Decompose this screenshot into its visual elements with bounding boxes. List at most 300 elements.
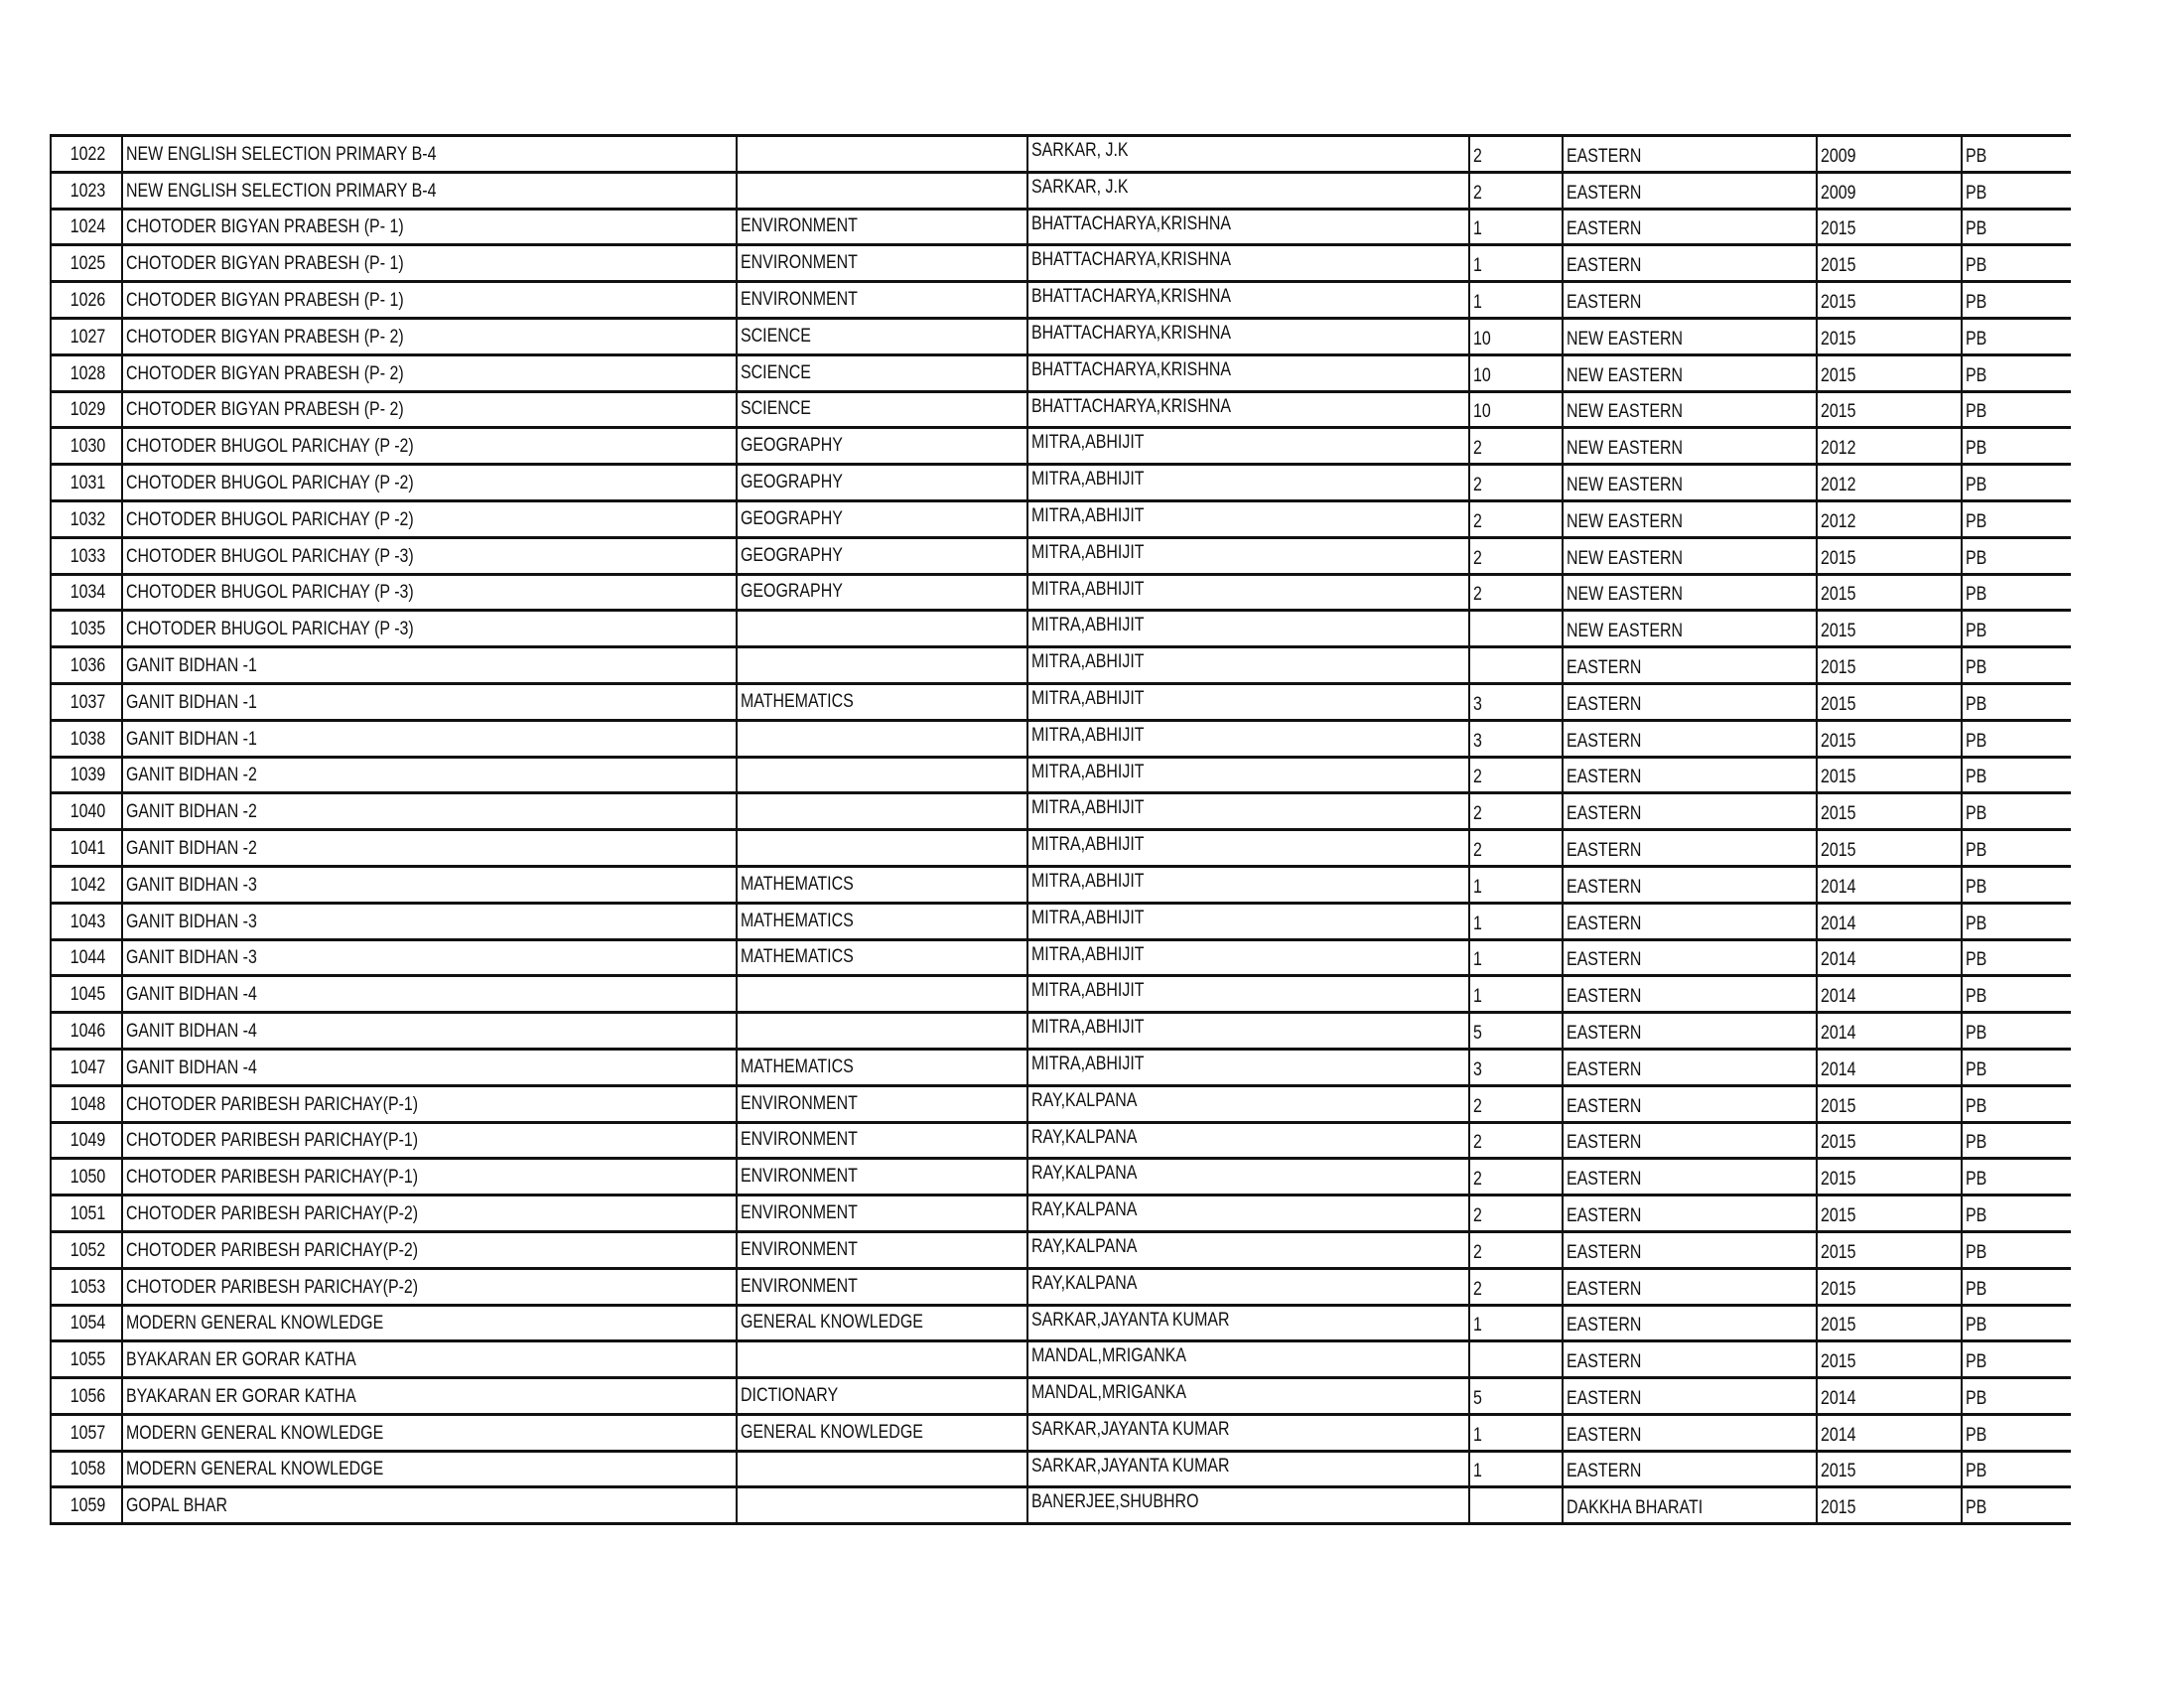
serial-number-cell: [50, 1233, 121, 1267]
title-cell: [121, 648, 736, 682]
serial-number-cell: [50, 1087, 121, 1121]
author-cell: [1026, 320, 1468, 353]
volume-cell: [1468, 174, 1562, 208]
binding-type-cell: [1961, 759, 2071, 792]
author-cell: [1026, 1014, 1468, 1048]
book-author: MITRA,ABHIJIT: [1031, 504, 1145, 526]
book-publisher: EASTERN: [1567, 949, 1642, 971]
book-publisher: EASTERN: [1567, 1022, 1642, 1044]
table-row: [50, 211, 2071, 247]
table-row: [50, 1488, 2071, 1525]
author-cell: [1026, 831, 1468, 865]
book-category: SCIENCE: [741, 325, 811, 347]
category-cell: [736, 393, 1026, 427]
book-publisher: EASTERN: [1567, 803, 1642, 825]
table-row: [50, 539, 2071, 576]
publisher-cell: [1562, 722, 1816, 756]
category-cell: [736, 356, 1026, 390]
binding-type-cell: [1961, 1379, 2071, 1413]
book-volume: 1: [1473, 291, 1482, 313]
year-cell: [1816, 1307, 1961, 1340]
book-category: ENVIRONMENT: [741, 1275, 858, 1297]
volume-cell: [1468, 393, 1562, 427]
book-binding-type: PB: [1966, 1497, 1987, 1519]
book-binding-type: PB: [1966, 1132, 1987, 1154]
volume-cell: [1468, 429, 1562, 463]
book-volume: 2: [1473, 1278, 1482, 1300]
category-cell: [736, 137, 1026, 171]
table-row: [50, 466, 2071, 502]
serial-number: 1025: [69, 253, 105, 275]
year-cell: [1816, 429, 1961, 463]
author-cell: [1026, 794, 1468, 828]
book-author: MANDAL,MRIGANKA: [1031, 1382, 1187, 1404]
book-publisher: EASTERN: [1567, 1424, 1642, 1446]
table-row: [50, 1307, 2071, 1343]
binding-type-cell: [1961, 429, 2071, 463]
author-cell: [1026, 612, 1468, 645]
serial-number: 1037: [69, 691, 105, 713]
publisher-cell: [1562, 283, 1816, 317]
title-cell: [121, 1051, 736, 1084]
year-cell: [1816, 1051, 1961, 1084]
book-year: 2015: [1821, 364, 1856, 386]
book-publisher: NEW EASTERN: [1567, 621, 1684, 642]
title-cell: [121, 1307, 736, 1340]
publisher-cell: [1562, 1416, 1816, 1450]
serial-number-cell: [50, 1488, 121, 1522]
book-title: CHOTODER BHUGOL PARICHAY (P -3): [126, 582, 414, 604]
book-publisher: NEW EASTERN: [1567, 474, 1684, 495]
serial-number-cell: [50, 1270, 121, 1304]
book-author: MITRA,ABHIJIT: [1031, 432, 1145, 454]
book-binding-type: PB: [1966, 218, 1987, 240]
serial-number-cell: [50, 1307, 121, 1340]
volume-cell: [1468, 1196, 1562, 1230]
binding-type-cell: [1961, 685, 2071, 719]
book-volume: 10: [1473, 401, 1491, 423]
book-binding-type: PB: [1966, 876, 1987, 898]
book-year: 2015: [1821, 291, 1856, 313]
book-title: CHOTODER BHUGOL PARICHAY (P -3): [126, 619, 414, 640]
volume-cell: [1468, 941, 1562, 975]
serial-number: 1057: [69, 1422, 105, 1444]
table-row: [50, 722, 2071, 759]
serial-number-cell: [50, 174, 121, 208]
year-cell: [1816, 941, 1961, 975]
book-year: 2015: [1821, 1204, 1856, 1226]
volume-cell: [1468, 466, 1562, 499]
binding-type-cell: [1961, 612, 2071, 645]
year-cell: [1816, 174, 1961, 208]
serial-number-cell: [50, 831, 121, 865]
author-cell: [1026, 429, 1468, 463]
book-author: MITRA,ABHIJIT: [1031, 541, 1145, 563]
serial-number: 1051: [69, 1202, 105, 1224]
book-volume: 1: [1473, 949, 1482, 971]
volume-cell: [1468, 905, 1562, 938]
publisher-cell: [1562, 246, 1816, 280]
table-row: [50, 137, 2071, 174]
book-publisher: EASTERN: [1567, 1387, 1642, 1409]
publisher-cell: [1562, 320, 1816, 353]
book-year: 2014: [1821, 876, 1856, 898]
binding-type-cell: [1961, 868, 2071, 902]
author-cell: [1026, 246, 1468, 280]
book-publisher: EASTERN: [1567, 986, 1642, 1008]
serial-number: 1042: [69, 874, 105, 896]
serial-number: 1041: [69, 837, 105, 859]
serial-number: 1038: [69, 728, 105, 750]
table-row: [50, 1233, 2071, 1270]
title-cell: [121, 1453, 736, 1486]
book-title: MODERN GENERAL KNOWLEDGE: [126, 1459, 384, 1480]
author-cell: [1026, 466, 1468, 499]
book-binding-type: PB: [1966, 438, 1987, 460]
volume-cell: [1468, 1233, 1562, 1267]
binding-type-cell: [1961, 356, 2071, 390]
author-cell: [1026, 393, 1468, 427]
book-publisher: NEW EASTERN: [1567, 510, 1684, 532]
title-cell: [121, 211, 736, 244]
book-binding-type: PB: [1966, 949, 1987, 971]
book-year: 2012: [1821, 510, 1856, 532]
book-volume: 10: [1473, 364, 1491, 386]
title-cell: [121, 1270, 736, 1304]
book-binding-type: PB: [1966, 584, 1987, 606]
table-row: [50, 1160, 2071, 1196]
serial-number: 1049: [69, 1130, 105, 1152]
year-cell: [1816, 831, 1961, 865]
category-cell: [736, 722, 1026, 756]
binding-type-cell: [1961, 1233, 2071, 1267]
title-cell: [121, 1233, 736, 1267]
serial-number: 1033: [69, 545, 105, 567]
serial-number-cell: [50, 211, 121, 244]
serial-number-cell: [50, 1453, 121, 1486]
book-title: CHOTODER BIGYAN PRABESH (P- 2): [126, 326, 404, 348]
author-cell: [1026, 1270, 1468, 1304]
publisher-cell: [1562, 648, 1816, 682]
book-year: 2015: [1821, 1461, 1856, 1482]
table-row: [50, 429, 2071, 466]
title-cell: [121, 1014, 736, 1048]
book-title: GANIT BIDHAN -4: [126, 1020, 257, 1042]
category-cell: [736, 1160, 1026, 1194]
binding-type-cell: [1961, 466, 2071, 499]
title-cell: [121, 539, 736, 573]
book-year: 2015: [1821, 803, 1856, 825]
book-binding-type: PB: [1966, 291, 1987, 313]
serial-number: 1046: [69, 1020, 105, 1042]
book-category: ENVIRONMENT: [741, 1166, 858, 1188]
category-cell: [736, 1196, 1026, 1230]
binding-type-cell: [1961, 1307, 2071, 1340]
serial-number: 1023: [69, 180, 105, 202]
book-publisher: EASTERN: [1567, 876, 1642, 898]
book-author: BHATTACHARYA,KRISHNA: [1031, 395, 1232, 417]
publisher-cell: [1562, 1196, 1816, 1230]
category-cell: [736, 612, 1026, 645]
serial-number-cell: [50, 612, 121, 645]
book-binding-type: PB: [1966, 1241, 1987, 1263]
book-title: GANIT BIDHAN -2: [126, 765, 257, 786]
binding-type-cell: [1961, 174, 2071, 208]
book-category: GENERAL KNOWLEDGE: [741, 1312, 923, 1334]
title-cell: [121, 612, 736, 645]
serial-number: 1026: [69, 289, 105, 311]
year-cell: [1816, 393, 1961, 427]
book-year: 2015: [1821, 621, 1856, 642]
category-cell: [736, 794, 1026, 828]
book-author: MITRA,ABHIJIT: [1031, 907, 1145, 928]
book-author: SARKAR, J.K: [1031, 140, 1129, 161]
binding-type-cell: [1961, 794, 2071, 828]
volume-cell: [1468, 283, 1562, 317]
year-cell: [1816, 1233, 1961, 1267]
book-volume: 2: [1473, 145, 1482, 167]
book-title: NEW ENGLISH SELECTION PRIMARY B-4: [126, 180, 437, 202]
binding-type-cell: [1961, 831, 2071, 865]
book-title: BYAKARAN ER GORAR KATHA: [126, 1349, 356, 1371]
author-cell: [1026, 137, 1468, 171]
book-author: MITRA,ABHIJIT: [1031, 651, 1145, 673]
book-author: SARKAR, J.K: [1031, 176, 1129, 198]
book-binding-type: PB: [1966, 656, 1987, 678]
book-category: SCIENCE: [741, 361, 811, 383]
title-cell: [121, 905, 736, 938]
table-row: [50, 576, 2071, 613]
year-cell: [1816, 648, 1961, 682]
book-publisher: EASTERN: [1567, 145, 1642, 167]
book-binding-type: PB: [1966, 1095, 1987, 1117]
serial-number-cell: [50, 722, 121, 756]
book-category: ENVIRONMENT: [741, 252, 858, 274]
category-cell: [736, 576, 1026, 610]
serial-number-cell: [50, 1014, 121, 1048]
year-cell: [1816, 246, 1961, 280]
book-volume: 2: [1473, 438, 1482, 460]
book-publisher: EASTERN: [1567, 1204, 1642, 1226]
book-category: GENERAL KNOWLEDGE: [741, 1421, 923, 1443]
book-category: MATHEMATICS: [741, 1055, 854, 1077]
serial-number-cell: [50, 502, 121, 536]
book-author: SARKAR,JAYANTA KUMAR: [1031, 1418, 1230, 1440]
serial-number: 1058: [69, 1459, 105, 1480]
author-cell: [1026, 685, 1468, 719]
book-binding-type: PB: [1966, 730, 1987, 752]
volume-cell: [1468, 1342, 1562, 1376]
table-row: [50, 393, 2071, 430]
binding-type-cell: [1961, 1196, 2071, 1230]
author-cell: [1026, 1453, 1468, 1486]
book-volume: 2: [1473, 182, 1482, 204]
serial-number-cell: [50, 283, 121, 317]
title-cell: [121, 722, 736, 756]
category-cell: [736, 174, 1026, 208]
author-cell: [1026, 1160, 1468, 1194]
serial-number-cell: [50, 759, 121, 792]
publisher-cell: [1562, 576, 1816, 610]
binding-type-cell: [1961, 393, 2071, 427]
year-cell: [1816, 1453, 1961, 1486]
title-cell: [121, 1379, 736, 1413]
publisher-cell: [1562, 137, 1816, 171]
book-publisher: EASTERN: [1567, 1241, 1642, 1263]
book-author: MITRA,ABHIJIT: [1031, 943, 1145, 965]
publisher-cell: [1562, 1051, 1816, 1084]
title-cell: [121, 1087, 736, 1121]
table-row: [50, 1051, 2071, 1087]
book-year: 2015: [1821, 1278, 1856, 1300]
book-binding-type: PB: [1966, 255, 1987, 277]
book-title: GANIT BIDHAN -3: [126, 911, 257, 932]
category-cell: [736, 1051, 1026, 1084]
book-publisher: EASTERN: [1567, 1351, 1642, 1373]
book-title: CHOTODER BIGYAN PRABESH (P- 1): [126, 289, 404, 311]
volume-cell: [1468, 1124, 1562, 1158]
year-cell: [1816, 612, 1961, 645]
table-row: [50, 1453, 2071, 1489]
volume-cell: [1468, 211, 1562, 244]
book-year: 2014: [1821, 913, 1856, 934]
publisher-cell: [1562, 1379, 1816, 1413]
title-cell: [121, 1196, 736, 1230]
volume-cell: [1468, 320, 1562, 353]
author-cell: [1026, 1379, 1468, 1413]
volume-cell: [1468, 356, 1562, 390]
volume-cell: [1468, 246, 1562, 280]
publisher-cell: [1562, 429, 1816, 463]
binding-type-cell: [1961, 576, 2071, 610]
year-cell: [1816, 539, 1961, 573]
category-cell: [736, 539, 1026, 573]
table-row: [50, 1379, 2071, 1416]
book-volume: 1: [1473, 1461, 1482, 1482]
year-cell: [1816, 868, 1961, 902]
binding-type-cell: [1961, 1270, 2071, 1304]
serial-number: 1056: [69, 1385, 105, 1407]
book-title: CHOTODER PARIBESH PARICHAY(P-1): [126, 1093, 419, 1115]
book-author: MITRA,ABHIJIT: [1031, 1053, 1145, 1074]
book-volume: 2: [1473, 767, 1482, 788]
book-publisher: EASTERN: [1567, 839, 1642, 861]
book-category: MATHEMATICS: [741, 910, 854, 931]
book-volume: 2: [1473, 1169, 1482, 1191]
volume-cell: [1468, 794, 1562, 828]
serial-number: 1032: [69, 508, 105, 530]
author-cell: [1026, 1488, 1468, 1522]
author-cell: [1026, 539, 1468, 573]
serial-number: 1052: [69, 1239, 105, 1261]
serial-number-cell: [50, 1196, 121, 1230]
serial-number-cell: [50, 905, 121, 938]
category-cell: [736, 1014, 1026, 1048]
book-title: GANIT BIDHAN -4: [126, 984, 257, 1006]
title-cell: [121, 137, 736, 171]
book-volume: 3: [1473, 730, 1482, 752]
serial-number: 1024: [69, 216, 105, 238]
book-volume: 2: [1473, 547, 1482, 569]
binding-type-cell: [1961, 1416, 2071, 1450]
publisher-cell: [1562, 1270, 1816, 1304]
binding-type-cell: [1961, 648, 2071, 682]
title-cell: [121, 466, 736, 499]
book-publisher: EASTERN: [1567, 656, 1642, 678]
category-cell: [736, 1342, 1026, 1376]
author-cell: [1026, 1342, 1468, 1376]
serial-number: 1034: [69, 582, 105, 604]
title-cell: [121, 941, 736, 975]
year-cell: [1816, 1124, 1961, 1158]
category-cell: [736, 868, 1026, 902]
volume-cell: [1468, 722, 1562, 756]
book-list-table: [50, 134, 2071, 1525]
serial-number: 1048: [69, 1093, 105, 1115]
publisher-cell: [1562, 466, 1816, 499]
binding-type-cell: [1961, 722, 2071, 756]
serial-number-cell: [50, 868, 121, 902]
serial-number: 1044: [69, 947, 105, 969]
binding-type-cell: [1961, 246, 2071, 280]
book-binding-type: PB: [1966, 621, 1987, 642]
title-cell: [121, 977, 736, 1011]
category-cell: [736, 1087, 1026, 1121]
category-cell: [736, 502, 1026, 536]
book-year: 2015: [1821, 328, 1856, 350]
serial-number: 1043: [69, 911, 105, 932]
serial-number-cell: [50, 137, 121, 171]
title-cell: [121, 868, 736, 902]
book-publisher: EASTERN: [1567, 1169, 1642, 1191]
book-publisher: NEW EASTERN: [1567, 547, 1684, 569]
author-cell: [1026, 722, 1468, 756]
book-year: 2015: [1821, 1315, 1856, 1336]
year-cell: [1816, 1087, 1961, 1121]
title-cell: [121, 246, 736, 280]
title-cell: [121, 1342, 736, 1376]
book-title: CHOTODER BIGYAN PRABESH (P- 2): [126, 362, 404, 384]
title-cell: [121, 576, 736, 610]
publisher-cell: [1562, 539, 1816, 573]
serial-number: 1022: [69, 143, 105, 165]
publisher-cell: [1562, 174, 1816, 208]
category-cell: [736, 1453, 1026, 1486]
volume-cell: [1468, 612, 1562, 645]
volume-cell: [1468, 1160, 1562, 1194]
book-binding-type: PB: [1966, 1278, 1987, 1300]
book-binding-type: PB: [1966, 474, 1987, 495]
publisher-cell: [1562, 1160, 1816, 1194]
book-binding-type: PB: [1966, 547, 1987, 569]
book-publisher: EASTERN: [1567, 1461, 1642, 1482]
volume-cell: [1468, 1416, 1562, 1450]
book-author: MITRA,ABHIJIT: [1031, 870, 1145, 892]
category-cell: [736, 1124, 1026, 1158]
title-cell: [121, 685, 736, 719]
book-volume: 2: [1473, 1095, 1482, 1117]
binding-type-cell: [1961, 502, 2071, 536]
book-volume: 2: [1473, 510, 1482, 532]
book-author: MITRA,ABHIJIT: [1031, 578, 1145, 600]
serial-number: 1027: [69, 326, 105, 348]
author-cell: [1026, 941, 1468, 975]
book-year: 2014: [1821, 1022, 1856, 1044]
year-cell: [1816, 283, 1961, 317]
binding-type-cell: [1961, 905, 2071, 938]
volume-cell: [1468, 685, 1562, 719]
book-category: GEOGRAPHY: [741, 544, 843, 566]
